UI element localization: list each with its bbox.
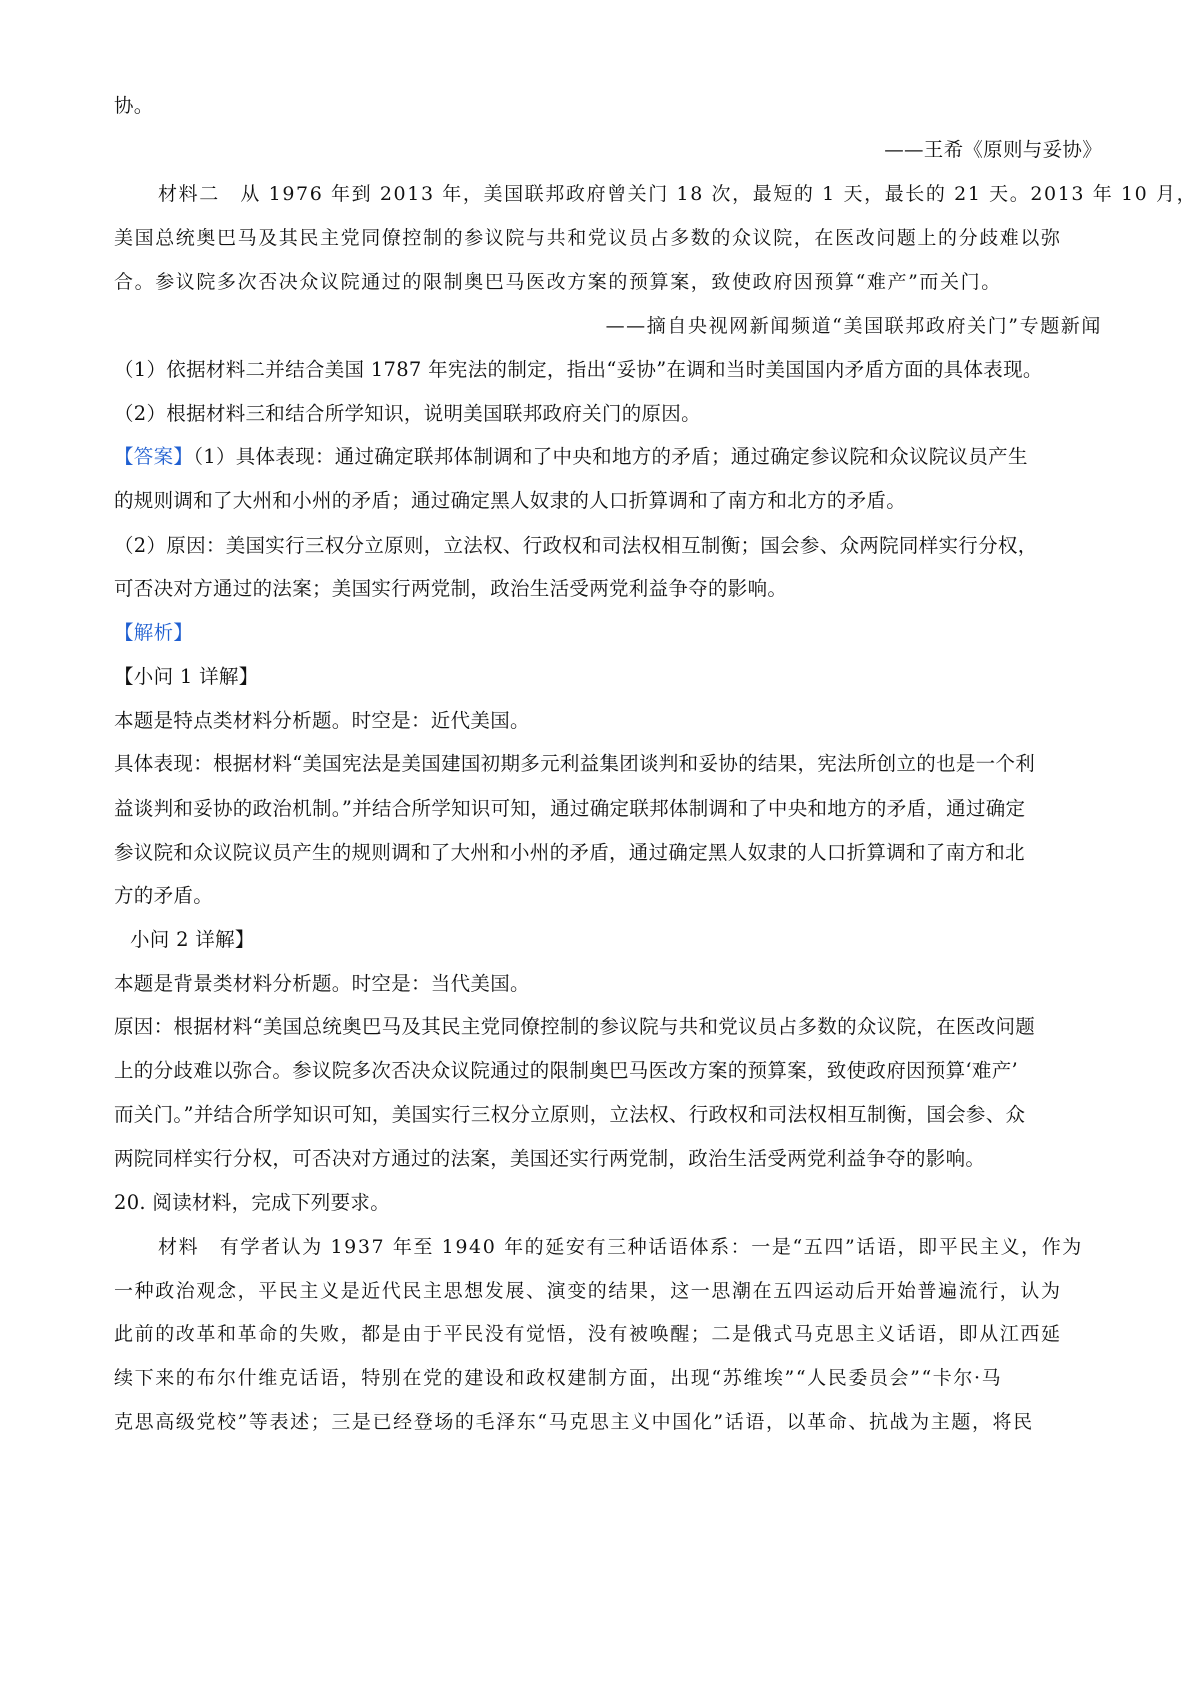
citation-wang-xi: ——王希《原则与妥协》 [884,138,1102,161]
material-20-line: 此前的改革和革命的失败，都是由于平民没有觉悟，没有被唤醒；二是俄式马克思主义话语，即从江西延 [114,1323,1062,1345]
answer-2-line: （2）原因：美国实行三权分立原则，立法权、行政权和司法权相互制衡；国会参、众两院同样实行分权， [114,534,1038,557]
sub-question-2-line: 而关门。”并结合所学知识可知，美国实行三权分立原则，立法权、行政权和司法权相互制衡，国会参、众 [114,1103,1026,1126]
material-20-line: 一种政治观念，平民主义是近代民主思想发展、演变的结果，这一思潮在五四运动后开始普遍流行，认为 [114,1280,1062,1302]
answer-2-line: 可否决对方通过的法案；美国实行两党制，政治生活受两党利益争夺的影响。 [114,577,788,600]
answer-line [114,443,1100,471]
sub-question-1-line: 本题是特点类材料分析题。时空是：近代美国。 [114,709,530,732]
material-20-line: 续下来的布尔什维克话语，特别在党的建设和政权建制方面，出现“苏维埃”“人民委员会”“卡尔·马 [114,1367,1003,1389]
sub-question-1-line: 具体表现：根据材料“美国宪法是美国建国初期多元利益集团谈判和妥协的结果，宪法所创立的也是一个利 [114,752,1036,775]
sub-question-2-line: 上的分歧难以弥合。参议院多次否决众议院通过的限制奥巴马医改方案的预算案，致使政府因预算‘难产’ [114,1059,1018,1082]
sub-question-1-line: 益谈判和妥协的政治机制。”并结合所学知识可知，通过确定联邦体制调和了中央和地方的矛盾，通过确定 [114,797,1026,820]
sub-question-2-line: 原因：根据材料“美国总统奥巴马及其民主党同僚控制的参议院与共和党议员占多数的众议院，在医改问题 [114,1015,1036,1038]
citation-cctv: ——摘自央视网新闻频道“美国联邦政府关门”专题新闻 [605,315,1102,337]
sub-question-1-line: 方的矛盾。 [114,884,214,907]
sub-question-2-line: 本题是背景类材料分析题。时空是：当代美国。 [114,972,530,995]
question-1: （1）依据材料二并结合美国 1787 年宪法的制定，指出“妥协”在调和当时美国国内矛盾方面的具体表现。 [114,358,1043,381]
sub-question-2-heading: 小问 2 详解】 [130,928,255,951]
sub-question-1-heading: 【小问 1 详解】 [114,665,259,688]
answer-1-text: （1）具体表现：通过确定联邦体制调和了中央和地方的矛盾；通过确定参议院和众议院议员产生 [193,445,1028,468]
question-2: （2）根据材料三和结合所学知识，说明美国联邦政府关门的原因。 [114,402,701,425]
material-20-line: 材料 有学者认为 1937 年至 1940 年的延安有三种话语体系：一是“五四”话语，即平民主义，作为 [158,1236,1083,1258]
answer-tag: 【答案】 [114,445,194,468]
material-20-line: 克思高级党校”等表述；三是已经登场的毛泽东“马克思主义中国化”话语，以革命、抗战为主题，将民 [114,1411,1034,1433]
material-2-line: 材料二 从 1976 年到 2013 年，美国联邦政府曾关门 18 次，最短的 1 天，最长的 21 天。2013 年 10 月， [158,183,1198,205]
sub-question-1-line: 参议院和众议院议员产生的规则调和了大州和小州的矛盾，通过确定黑人奴隶的人口折算调和了南方和北 [114,841,1025,864]
answer-1-continued: 的规则调和了大州和小州的矛盾；通过确定黑人奴隶的人口折算调和了南方和北方的矛盾。 [114,489,907,512]
sub-question-2-line: 两院同样实行分权，可否决对方通过的法案，美国还实行两党制，政治生活受两党利益争夺的影响。 [114,1147,986,1170]
material-2-line: 美国总统奥巴马及其民主党同僚控制的参议院与共和党议员占多数的众议院，在医改问题上的分歧难以弥 [114,227,1062,249]
question-20-heading: 20. 阅读材料，完成下列要求。 [114,1191,391,1214]
text-line: 协。 [114,94,154,117]
analysis-tag: 【解析】 [114,621,194,644]
material-2-line: 合。参议院多次否决众议院通过的限制奥巴马医改方案的预算案，致使政府因预算“难产”而关门。 [114,271,1002,293]
